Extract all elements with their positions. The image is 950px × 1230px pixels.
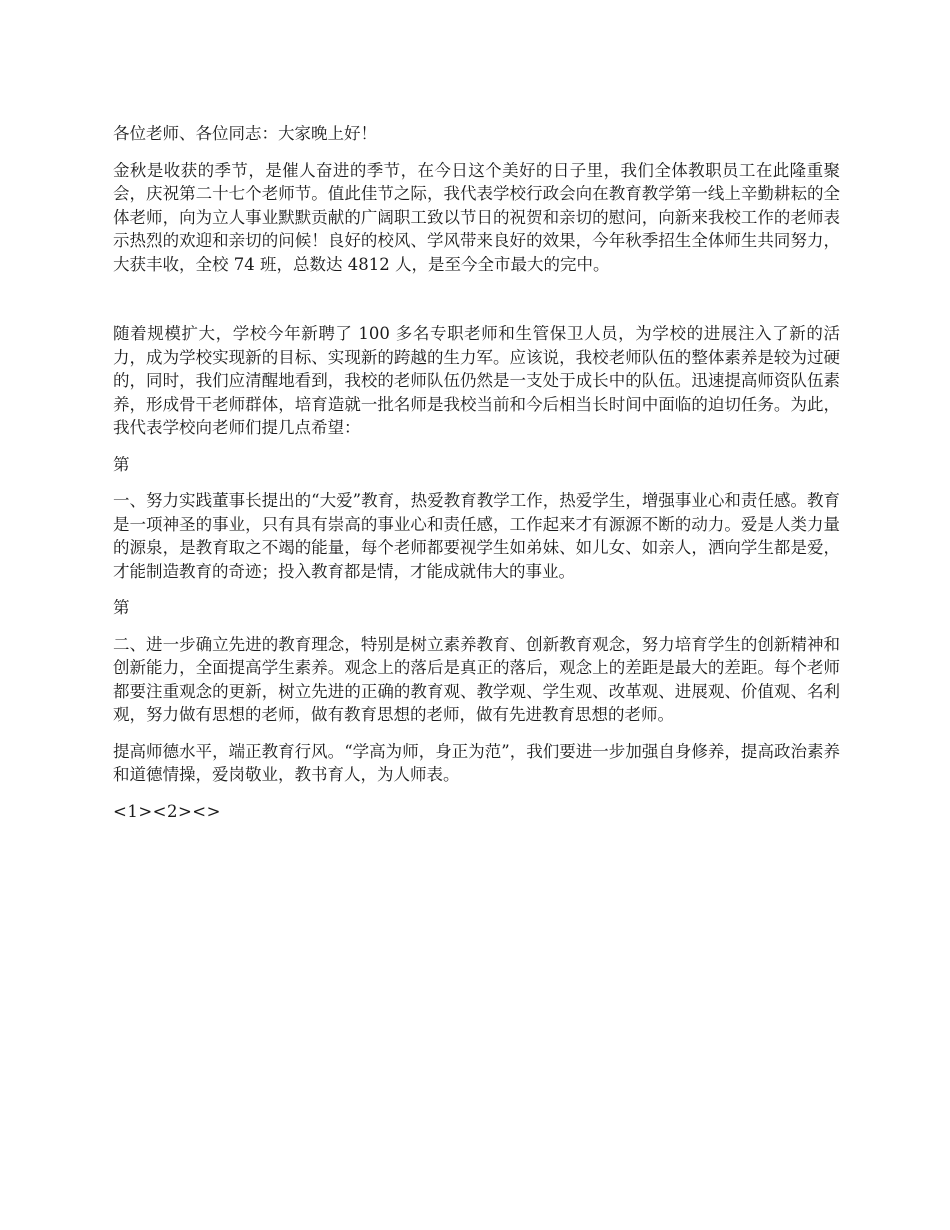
document-body [113,122,840,823]
greeting: 各位老师、各位同志：大家晚上好！ [113,124,377,143]
paragraph-2: 随着规模扩大，学校今年新聘了 100 多名专职老师和生管保卫人员，为学校的进展注入了新的活力，成为学校实现新的目标、实现新的跨越的生力军。应该说，我校老师队伍的整体素养是较为过硬的，同时，我们应清醒地看到，我校的老师队伍仍然是一支处于成长中的队伍。迅速提高师资队伍素养，形成骨干老师群体，培育造就一批名师是我校当前和今后相当长时间中面临的迫切任务。为此，我代表学校向老师们提几点希望： [113,324,840,437]
paragraph-4: 一、努力实践董事长提出的“大爱”教育，热爱教育教学工作，热爱学生，增强事业心和责任感。教育是一项神圣的事业，只有具有崇高的事业心和责任感，工作起来才有源源不断的动力。爱是人类力量的源泉，是教育取之不竭的能量，每个老师都要视学生如弟妹、如儿女、如亲人，洒向学生都是爱，才能制造教育的奇迹；投入教育都是情，才能成就伟大的事业。 [113,491,840,581]
paragraph-5: 第 [113,598,130,617]
paragraph-1: 金秋是收获的季节，是催人奋进的季节，在今日这个美好的日子里，我们全体教职员工在此隆重聚会，庆祝第二十七个老师节。值此佳节之际，我代表学校行政会向在教育教学第一线上辛勤耕耘的全体老师，向为立人事业默默贡献的广阔职工致以节日的祝贺和亲切的慰问，向新来我校工作的老师表示热烈的欢迎和亲切的问候！良好的校风、学风带来良好的效果，今年秋季招生全体师生共同努力，大获丰收，全校 74 班，总数达 4812 人，是至今全市最大的完中。 [113,160,840,274]
blank-space [113,289,840,322]
paragraph-6: 二、进一步确立先进的教育理念，特别是树立素养教育、创新教育观念，努力培育学生的创新精神和创新能力，全面提高学生素养。观念上的落后是真正的落后，观念上的差距是最大的差距。每个老师都要注重观念的更新，树立先进的正确的教育观、教学观、学生观、改革观、进展观、价值观、名利观，努力做有思想的老师，做有教育思想的老师，做有先进教育思想的老师。 [113,634,840,724]
page-navigation[interactable]: <1><2><> [113,801,221,821]
paragraph-3: 第 [113,454,130,474]
paragraph-7: 提高师德水平，端正教育行风。“学高为师，身正为范”，我们要进一步加强自身修养，提高政治素养和道德情操，爱岗敬业，教书育人，为人师表。 [113,741,840,784]
